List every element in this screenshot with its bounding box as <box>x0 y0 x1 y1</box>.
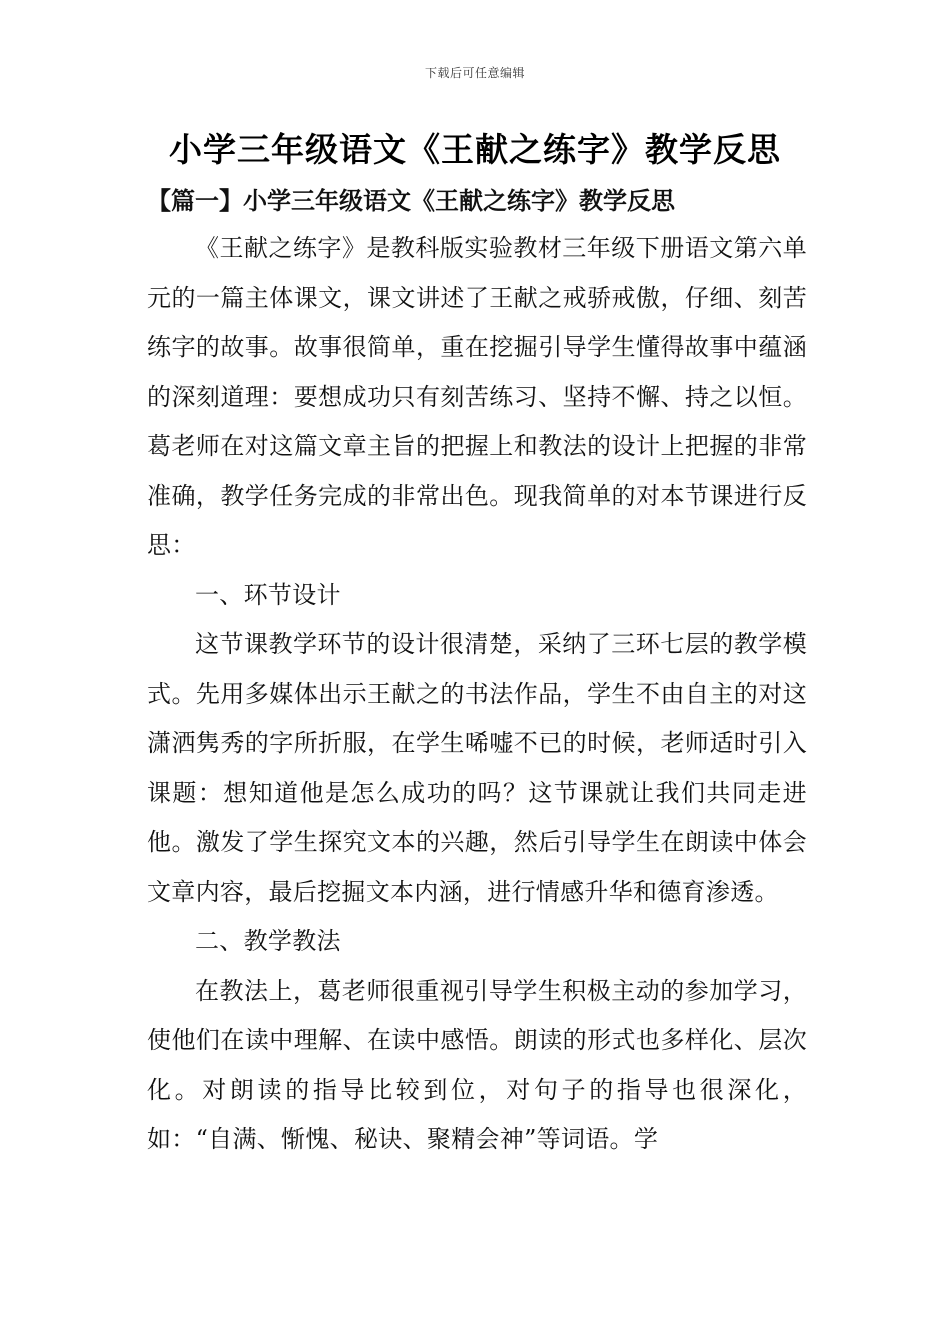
document-body <box>147 224 807 1165</box>
paragraph-section-design: 这节课教学环节的设计很清楚，采纳了三环七层的教学模式。先用多媒体出示王献之的书法作品，学生不由自主的对这潇洒隽秀的字所折服，在学生唏嘘不已的时候，老师适时引入课题：想知道他是怎么成功的吗？这节课就让我们共同走进他。激发了学生探究文本的兴趣，然后引导学生在朗读中体会文章内容，最后挖掘文本内涵，进行情感升华和德育渗透。 <box>147 630 807 906</box>
paragraph-intro: 《王献之练字》是教科版实验教材三年级下册语文第六单元的一篇主体课文，课文讲述了王献之戒骄戒傲，仔细、刻苦练字的故事。故事很简单，重在挖掘引导学生懂得故事中蕴涵的深刻道理：要想成功只有刻苦练习、坚持不懈、持之以恒。葛老师在对这篇文章主旨的把握上和教法的设计上把握的非常准确，教学任务完成的非常出色。现我简单的对本节课进行反思： <box>147 234 807 559</box>
section-heading: 【篇一】小学三年级语文《王献之练字》教学反思 <box>147 186 675 215</box>
document-title: 小学三年级语文《王献之练字》教学反思 <box>169 130 781 169</box>
paragraph-teaching-methods: 在教法上，葛老师很重视引导学生积极主动的参加学习，使他们在读中理解、在读中感悟。朗读的形式也多样化、层次化。对朗读的指导比较到位，对句子的指导也很深化，如：“自满、惭愧、秘诀、聚精会神”等词语。学 <box>147 976 807 1153</box>
subheading-teaching-methods: 二、教学教法 <box>195 927 341 955</box>
subheading-section-design: 一、环节设计 <box>195 580 341 609</box>
header-note: 下载后可任意编辑 <box>424 66 525 80</box>
